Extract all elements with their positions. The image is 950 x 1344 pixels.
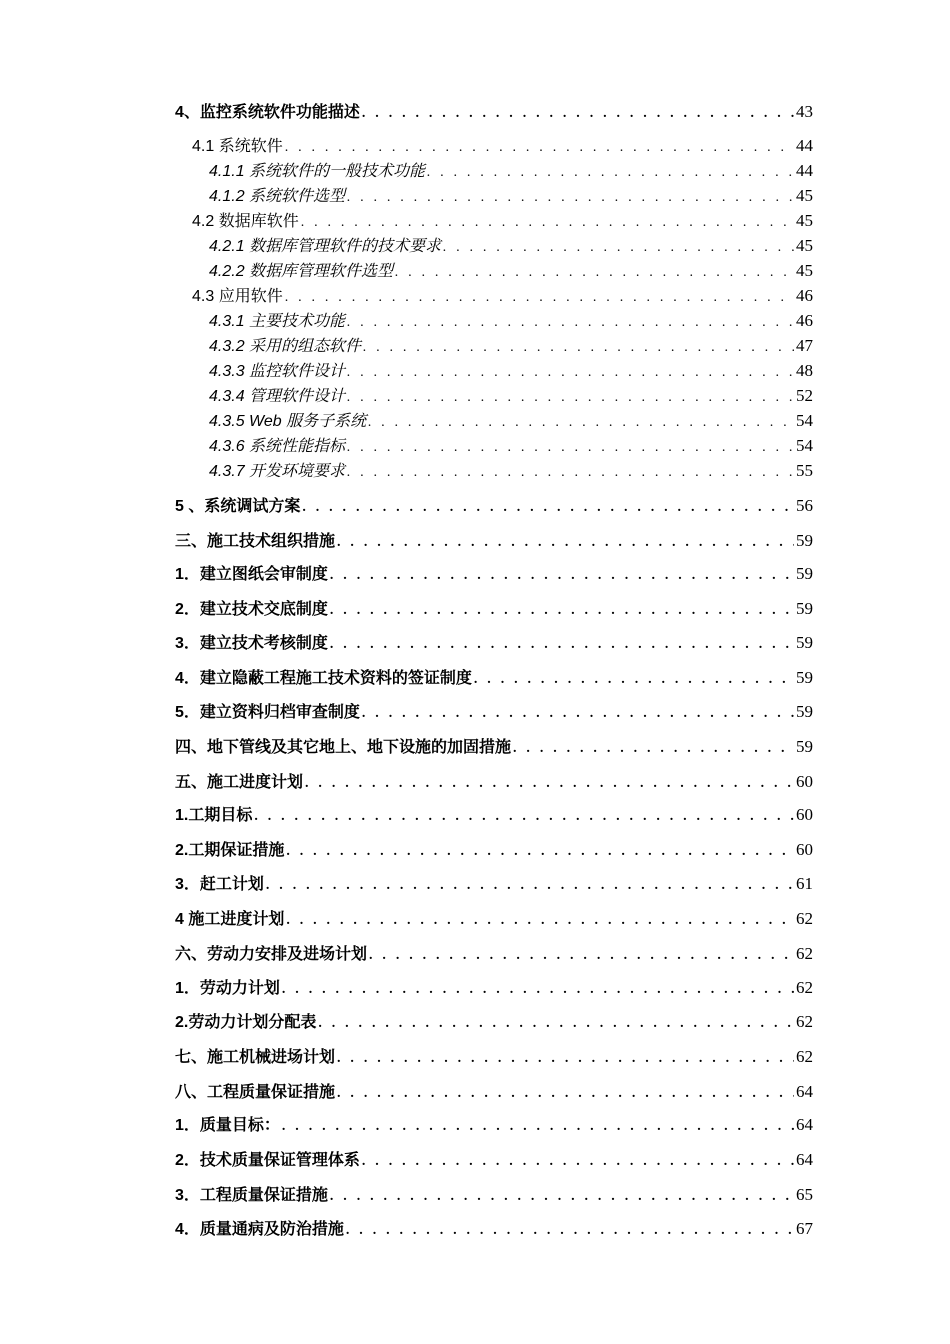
toc-entry[interactable] [209,234,813,258]
toc-entry-label: 4.1.2 系统软件选型 [209,188,346,205]
toc-entry-label: 3．建立技术考核制度 [175,635,328,652]
toc-entry[interactable] [175,1080,813,1104]
toc-dot-leader [362,1150,794,1174]
toc-entry-label: 4.1 系统软件 [192,138,283,155]
toc-entry[interactable] [209,334,813,358]
toc-entry-label: 3．工程质量保证措施 [175,1187,328,1204]
toc-entry-label: 5 、系统调试方案 [175,498,301,515]
toc-entry[interactable] [175,872,813,896]
toc-dot-leader [285,136,794,160]
toc-entry-page: 59 [796,702,813,721]
toc-dot-leader [330,1185,794,1209]
toc-dot-leader [282,978,794,1002]
toc-entry-page: 45 [796,236,813,255]
toc-entry-label: 1．劳动力计划 [175,980,280,997]
toc-entry-page: 59 [796,564,813,583]
toc-entry-page: 45 [796,261,813,280]
toc-entry[interactable] [175,597,813,621]
toc-entry[interactable] [209,434,813,458]
toc-dot-leader [347,361,794,385]
toc-entry[interactable] [175,631,813,655]
toc-entry-page: 46 [796,286,813,305]
toc-entry-page: 45 [796,211,813,230]
toc-dot-leader [330,633,794,657]
toc-entry[interactable] [175,942,813,966]
toc-dot-leader [286,909,794,933]
toc-entry-label: 三、施工技术组织措施 [175,533,336,550]
toc-entry-page: 62 [796,944,813,963]
toc-entry-label: 4.2 数据库软件 [192,213,299,230]
toc-entry-page: 59 [796,633,813,652]
toc-entry[interactable] [175,1010,813,1034]
toc-entry-label: 4．质量通病及防治措施 [175,1221,344,1238]
toc-dot-leader [368,411,794,435]
toc-dot-leader [362,102,794,126]
toc-entry-page: 46 [796,311,813,330]
toc-entry-label: 4.3.2 采用的组态软件 [209,338,362,355]
toc-entry-page: 45 [796,186,813,205]
toc-entry[interactable] [175,1183,813,1207]
toc-entry[interactable] [175,100,813,124]
toc-entry[interactable] [175,770,813,794]
toc-dot-leader [337,531,794,555]
toc-dot-leader [330,564,794,588]
toc-entry-page: 48 [796,361,813,380]
toc-dot-leader [395,261,794,285]
toc-entry-page: 43 [796,102,813,121]
toc-entry-label: 4.3.7 开发环境要求 [209,463,346,480]
toc-entry-label: 4.1.1 系统软件的一般技术功能 [209,163,426,180]
toc-entry-page: 44 [796,161,813,180]
toc-entry[interactable] [209,459,813,483]
toc-dot-leader [330,599,794,623]
toc-entry-label: 2.劳动力计划分配表 [175,1014,317,1031]
toc-entry-page: 64 [796,1115,813,1134]
toc-entry-label: 4.3.5 Web 服务子系统 [209,413,367,430]
toc-entry[interactable] [175,803,813,827]
toc-dot-leader [282,1115,794,1139]
toc-dot-leader [286,840,794,864]
toc-entry[interactable] [209,309,813,333]
toc-entry-label: 八、工程质量保证措施 [175,1084,336,1101]
toc-entry[interactable] [175,735,813,759]
toc-dot-leader [362,702,794,726]
toc-entry[interactable] [209,259,813,283]
toc-entry-page: 62 [796,978,813,997]
toc-entry-label: 六、劳动力安排及进场计划 [175,946,368,963]
toc-entry[interactable] [175,562,813,586]
toc-entry[interactable] [175,1113,813,1137]
toc-entry-label: 1．建立图纸会审制度 [175,566,328,583]
toc-entry-page: 55 [796,461,813,480]
toc-entry-page: 60 [796,840,813,859]
toc-entry[interactable] [209,409,813,433]
toc-entry[interactable] [209,184,813,208]
toc-entry[interactable] [175,976,813,1000]
toc-dot-leader [266,874,794,898]
toc-dot-leader [301,211,794,235]
toc-entry-label: 2．建立技术交底制度 [175,601,328,618]
toc-dot-leader [347,386,794,410]
toc-entry-label: 4、监控系统软件功能描述 [175,104,360,121]
toc-entry-label: 七、施工机械进场计划 [175,1049,336,1066]
toc-entry-label: 5．建立资料归档审查制度 [175,704,360,721]
toc-entry[interactable] [175,838,813,862]
toc-entry-label: 4.3.6 系统性能指标 [209,438,346,455]
toc-dot-leader [443,236,794,260]
toc-entry-label: 4.3.3 监控软件设计 [209,363,346,380]
toc-entry[interactable] [175,1148,813,1172]
toc-dot-leader [347,436,794,460]
toc-entry-label: 4.2.2 数据库管理软件选型 [209,263,394,280]
toc-dot-leader [337,1082,794,1106]
toc-entry-page: 59 [796,531,813,550]
toc-dot-leader [427,161,794,185]
toc-entry[interactable] [209,384,813,408]
toc-entry[interactable] [175,1217,813,1241]
toc-entry-label: 五、施工进度计划 [175,774,304,791]
toc-entry-label: 4.3.4 管理软件设计 [209,388,346,405]
toc-entry-page: 59 [796,737,813,756]
toc-entry[interactable] [175,1045,813,1069]
toc-entry[interactable] [192,134,813,158]
toc-dot-leader [346,1219,794,1243]
toc-dot-leader [302,496,794,520]
toc-dot-leader [347,311,794,335]
toc-entry-label: 4 施工进度计划 [175,911,285,928]
toc-entry-label: 4.2.1 数据库管理软件的技术要求 [209,238,442,255]
toc-entry-page: 67 [796,1219,813,1238]
toc-entry-page: 61 [796,874,813,893]
toc-dot-leader [513,737,794,761]
toc-entry-page: 56 [796,496,813,515]
toc-entry-page: 64 [796,1082,813,1101]
toc-dot-leader [474,668,794,692]
toc-dot-leader [347,186,794,210]
toc-dot-leader [318,1012,794,1036]
toc-entry-page: 47 [796,336,813,355]
toc-entry-label: 2．技术质量保证管理体系 [175,1152,360,1169]
toc-dot-leader [347,461,794,485]
toc-entry-page: 60 [796,772,813,791]
toc-entry[interactable] [175,907,813,931]
toc-entry-label: 2.工期保证措施 [175,842,285,859]
toc-entry-page: 62 [796,909,813,928]
toc-entry-label: 4．建立隐蔽工程施工技术资料的签证制度 [175,670,472,687]
toc-entry-label: 1.工期目标 [175,807,253,824]
toc-entry-page: 59 [796,599,813,618]
toc-entry-label: 四、地下管线及其它地上、地下设施的加固措施 [175,739,512,756]
toc-dot-leader [285,286,794,310]
toc-entry-page: 54 [796,411,813,430]
toc-entry[interactable] [209,359,813,383]
toc-entry[interactable] [175,666,813,690]
toc-entry-page: 44 [796,136,813,155]
toc-entry-page: 59 [796,668,813,687]
toc-entry-label: 3．赶工计划 [175,876,264,893]
toc-dot-leader [369,944,794,968]
toc-entry[interactable] [175,494,813,518]
toc-dot-leader [363,336,794,360]
toc-entry-page: 52 [796,386,813,405]
toc-entry-label: 4.3.1 主要技术功能 [209,313,346,330]
toc-entry-page: 65 [796,1185,813,1204]
toc-entry-page: 64 [796,1150,813,1169]
toc-entry-page: 62 [796,1012,813,1031]
toc-entry[interactable] [192,284,813,308]
toc-entry[interactable] [192,209,813,233]
toc-dot-leader [305,772,794,796]
toc-entry-page: 62 [796,1047,813,1066]
toc-dot-leader [254,805,794,829]
toc-entry-label: 4.3 应用软件 [192,288,283,305]
toc-entry-page: 60 [796,805,813,824]
toc-dot-leader [337,1047,794,1071]
toc-entry-page: 54 [796,436,813,455]
toc-entry[interactable] [175,529,813,553]
toc-entry[interactable] [209,159,813,183]
toc-entry[interactable] [175,700,813,724]
toc-entry-label: 1．质量目标： [175,1117,280,1134]
